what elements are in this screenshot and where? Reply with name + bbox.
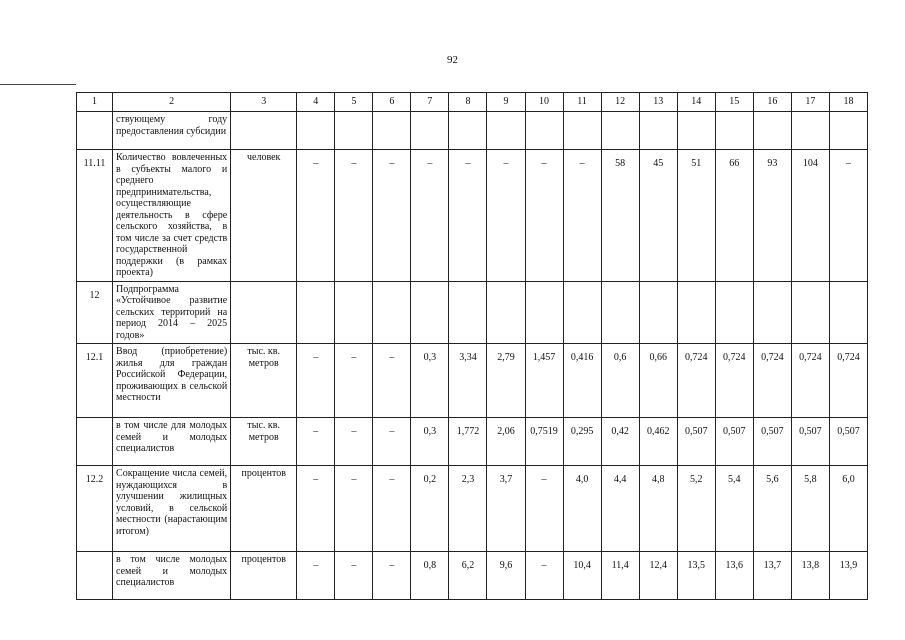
value-cell: 0,6 [601,344,639,418]
header-cell: 3 [231,93,297,112]
value-cell: – [525,466,563,552]
value-cell: – [297,418,335,466]
value-cell: – [373,150,411,282]
value-cell: 0,507 [829,418,867,466]
value-cell: 4,0 [563,466,601,552]
value-cell: – [335,344,373,418]
header-row [77,93,868,112]
value-cell: 6,2 [449,552,487,600]
indicator-table [76,92,868,600]
table-row [77,552,868,600]
value-cell: – [335,552,373,600]
value-cell [411,281,449,344]
value-cell [563,281,601,344]
value-cell [335,281,373,344]
indicator-name: в том числе молодых семей и молодых специалистов [113,552,231,600]
value-cell: – [411,150,449,282]
value-cell [677,112,715,150]
header-cell: 16 [753,93,791,112]
value-cell: 2,3 [449,466,487,552]
table-row [77,344,868,418]
unit-cell: процентов [231,552,297,600]
table-row [77,112,868,150]
value-cell: 0,724 [829,344,867,418]
value-cell: 0,462 [639,418,677,466]
value-cell: 58 [601,150,639,282]
value-cell [715,112,753,150]
value-cell [373,281,411,344]
table-row [77,281,868,344]
row-number: 12 [77,281,113,344]
value-cell: 0,42 [601,418,639,466]
value-cell: 3,34 [449,344,487,418]
value-cell: – [525,150,563,282]
value-cell: – [487,150,525,282]
indicator-name: в том числе для молодых семей и молодых специалистов [113,418,231,466]
value-cell: 13,8 [791,552,829,600]
value-cell: – [449,150,487,282]
value-cell: – [297,466,335,552]
value-cell [753,281,791,344]
value-cell: 2,06 [487,418,525,466]
value-cell: 4,8 [639,466,677,552]
header-cell: 6 [373,93,411,112]
value-cell: – [373,344,411,418]
value-cell: 12,4 [639,552,677,600]
value-cell [601,112,639,150]
row-number [77,552,113,600]
value-cell: 11,4 [601,552,639,600]
unit-cell: процентов [231,466,297,552]
page-number: 92 [447,54,458,66]
value-cell: 13,6 [715,552,753,600]
header-cell: 15 [715,93,753,112]
value-cell [335,112,373,150]
unit-cell: человек [231,150,297,282]
value-cell: 0,416 [563,344,601,418]
header-cell: 4 [297,93,335,112]
indicator-name: Подпрограмма «Устойчивое развитие сельских территорий на период 2014 – 2025 годов» [113,281,231,344]
header-cell: 5 [335,93,373,112]
header-cell: 10 [525,93,563,112]
value-cell: – [373,418,411,466]
value-cell: – [373,552,411,600]
value-cell [791,112,829,150]
value-cell [297,112,335,150]
value-cell: 0,507 [677,418,715,466]
header-cell: 11 [563,93,601,112]
row-number: 11.11 [77,150,113,282]
value-cell [639,112,677,150]
value-cell: 1,457 [525,344,563,418]
indicator-name: ствующему году предоставления субсидии [113,112,231,150]
unit-cell: тыс. кв. метров [231,344,297,418]
header-cell: 1 [77,93,113,112]
value-cell: – [563,150,601,282]
value-cell: 0,295 [563,418,601,466]
value-cell: – [829,150,867,282]
value-cell: 0,3 [411,344,449,418]
value-cell: – [297,552,335,600]
header-cell: 2 [113,93,231,112]
value-cell: 10,4 [563,552,601,600]
value-cell: – [373,466,411,552]
value-cell [449,112,487,150]
value-cell [525,112,563,150]
value-cell: 93 [753,150,791,282]
value-cell: 0,724 [753,344,791,418]
value-cell: 0,507 [715,418,753,466]
table-row [77,150,868,282]
value-cell: 1,772 [449,418,487,466]
value-cell: 0,3 [411,418,449,466]
value-cell: 0,724 [791,344,829,418]
value-cell: 4,4 [601,466,639,552]
value-cell: – [335,418,373,466]
value-cell [487,112,525,150]
value-cell: 0,7519 [525,418,563,466]
indicator-name: Количество вовлеченных в субъекты малого и среднего предпринимательства, осуществляющие деятельность в сфере сельского хозяйства, в том числе за счет средств государственной поддержки (в рамках проекта) [113,150,231,282]
header-cell: 7 [411,93,449,112]
value-cell: 0,66 [639,344,677,418]
value-cell: 0,507 [753,418,791,466]
value-cell: 6,0 [829,466,867,552]
value-cell [525,281,563,344]
value-cell: 0,2 [411,466,449,552]
indicator-name: Ввод (приобретение) жилья для граждан Российской Федерации, проживающих в сельской местности [113,344,231,418]
value-cell: 0,724 [715,344,753,418]
value-cell: 9,6 [487,552,525,600]
unit-cell: тыс. кв. метров [231,418,297,466]
header-cell: 12 [601,93,639,112]
header-cell: 18 [829,93,867,112]
table-row [77,418,868,466]
header-cell: 8 [449,93,487,112]
value-cell [373,112,411,150]
value-cell: 104 [791,150,829,282]
value-cell [677,281,715,344]
value-cell: 5,4 [715,466,753,552]
value-cell: 13,7 [753,552,791,600]
value-cell: 45 [639,150,677,282]
value-cell: 66 [715,150,753,282]
header-cell: 17 [791,93,829,112]
row-number [77,418,113,466]
value-cell: 2,79 [487,344,525,418]
value-cell [297,281,335,344]
value-cell: 13,5 [677,552,715,600]
value-cell [715,281,753,344]
value-cell: 5,8 [791,466,829,552]
header-cell: 14 [677,93,715,112]
value-cell [791,281,829,344]
row-number [77,112,113,150]
row-number: 12.2 [77,466,113,552]
header-cell: 13 [639,93,677,112]
value-cell: – [335,150,373,282]
value-cell [411,112,449,150]
value-cell: 5,2 [677,466,715,552]
table-row [77,466,868,552]
value-cell [829,281,867,344]
unit-cell [231,112,297,150]
value-cell [563,112,601,150]
value-cell [601,281,639,344]
value-cell: – [297,150,335,282]
header-cell: 9 [487,93,525,112]
unit-cell [231,281,297,344]
value-cell [487,281,525,344]
indicator-name: Сокращение числа семей, нуждающихся в улучшении жилищных условий, в сельской местности (нарастающим итогом) [113,466,231,552]
margin-rule [0,84,76,85]
value-cell: – [525,552,563,600]
value-cell: – [335,466,373,552]
value-cell: 5,6 [753,466,791,552]
value-cell: – [297,344,335,418]
value-cell: 51 [677,150,715,282]
value-cell [753,112,791,150]
value-cell: 0,507 [791,418,829,466]
value-cell: 0,8 [411,552,449,600]
value-cell [829,112,867,150]
value-cell [449,281,487,344]
value-cell: 0,724 [677,344,715,418]
value-cell: 3,7 [487,466,525,552]
row-number: 12.1 [77,344,113,418]
value-cell [639,281,677,344]
value-cell: 13,9 [829,552,867,600]
